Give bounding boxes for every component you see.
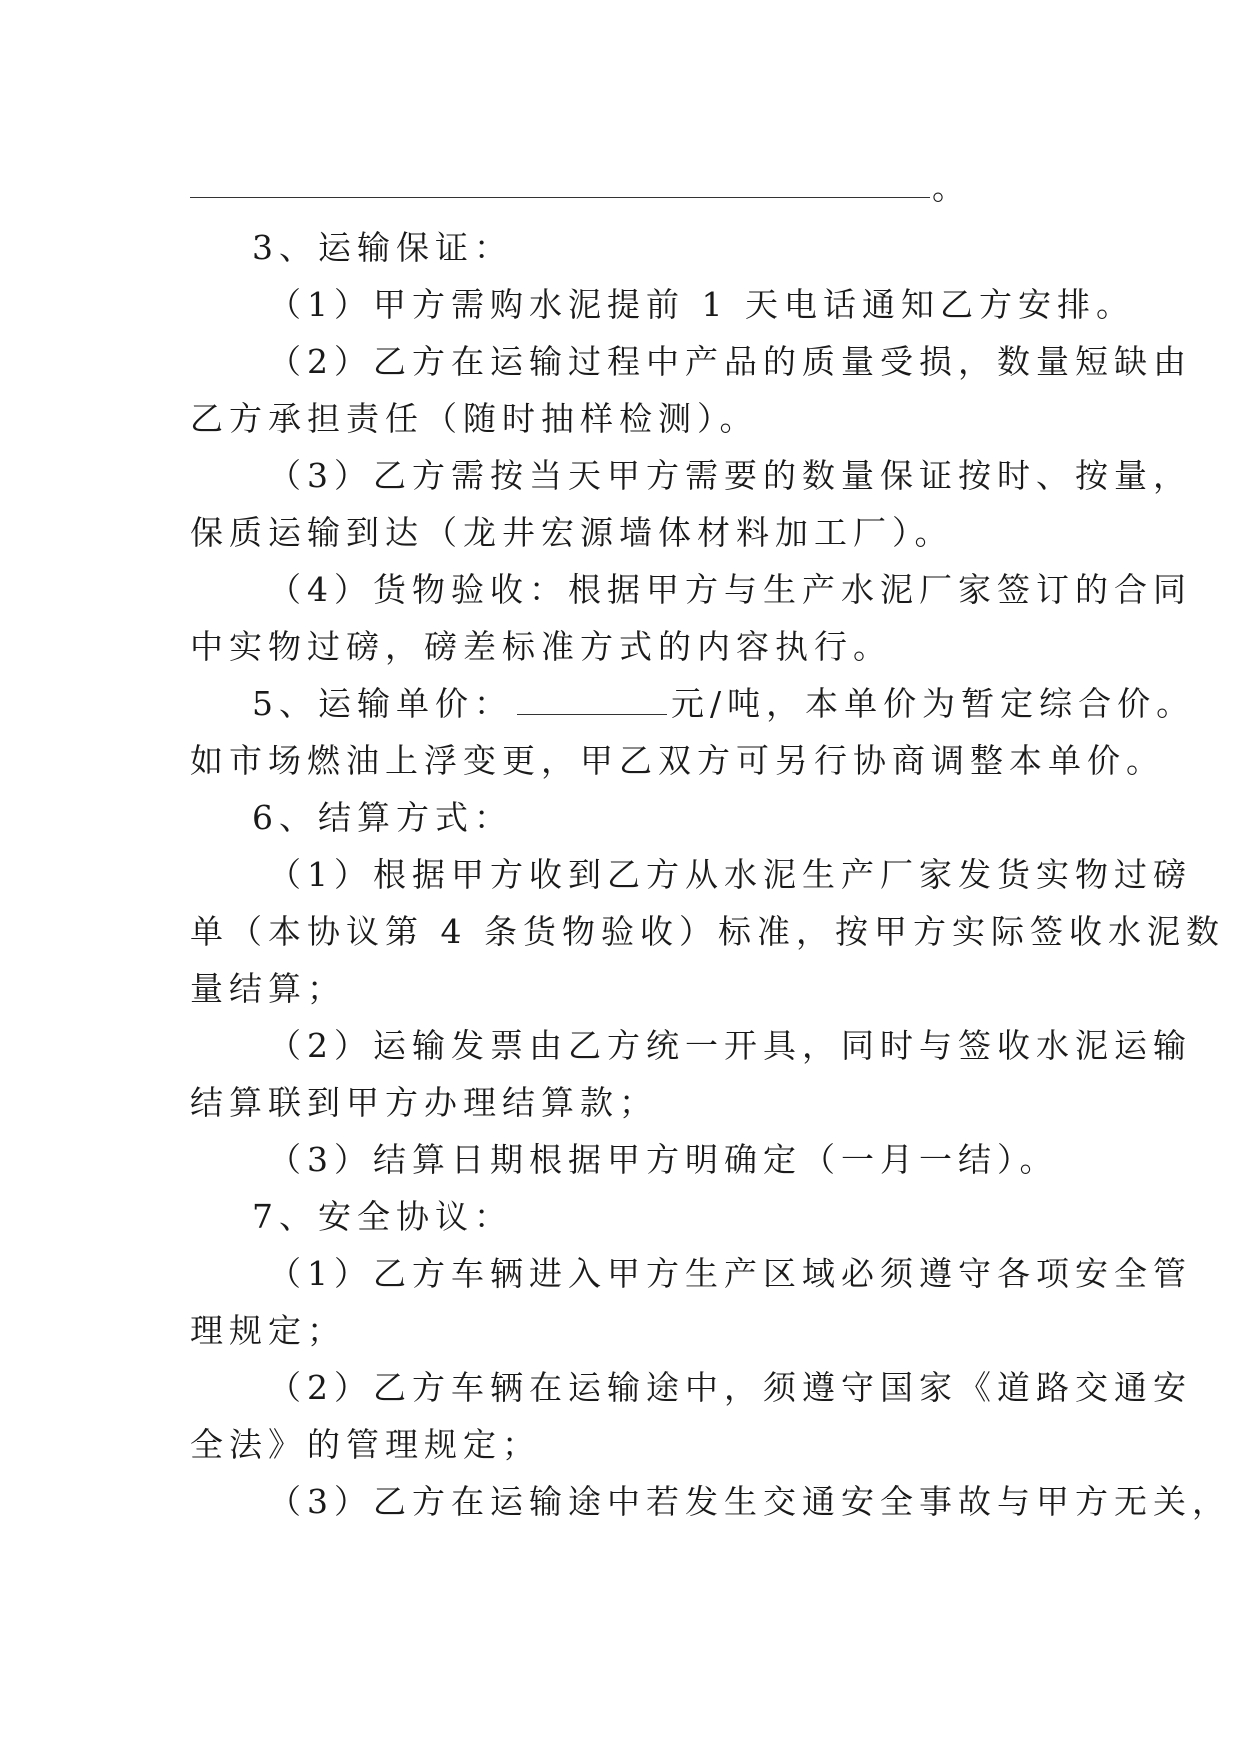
clause-6-3: （3）结算日期根据甲方明确定（一月一结）。 — [268, 1140, 1059, 1179]
clause-6-2-line1: （2）运输发票由乙方统一开具，同时与签收水泥运输 — [268, 1026, 1192, 1065]
section-7-title: 7、安全协议： — [252, 1197, 513, 1236]
clause-3-2-line2: 乙方承担责任（随时抽样检测）。 — [190, 399, 759, 438]
clause-3-3-line1: （3）乙方需按当天甲方需要的数量保证按时、按量， — [268, 456, 1192, 495]
clause-7-2-line2: 全法》的管理规定； — [190, 1425, 541, 1464]
clause-7-2-line1: （2）乙方车辆在运输途中，须遵守国家《道路交通安 — [268, 1368, 1192, 1407]
clause-7-3-line1: （3）乙方在运输途中若发生交通安全事故与甲方无关， — [268, 1482, 1231, 1521]
clause-3-2-line1: （2）乙方在运输过程中产品的质量受损，数量短缺由 — [268, 342, 1192, 381]
clause-7-1-line1: （1）乙方车辆进入甲方生产区域必须遵守各项安全管 — [268, 1254, 1192, 1293]
fill-in-blank-line — [190, 197, 930, 198]
unit-price-label: 5、运输单价： — [252, 684, 513, 723]
clause-6-1-line1: （1）根据甲方收到乙方从水泥生产厂家发货实物过磅 — [268, 855, 1192, 894]
line-end-period: 。 — [932, 168, 965, 207]
section-5-line1 — [252, 684, 1195, 724]
unit-price-suffix: 元/吨，本单价为暂定综合价。 — [671, 684, 1196, 723]
clause-6-1-line3: 量结算； — [190, 969, 346, 1008]
clause-3-4-line1: （4）货物验收：根据甲方与生产水泥厂家签订的合同 — [268, 570, 1192, 609]
clause-3-1: （1）甲方需购水泥提前 1 天电话通知乙方安排。 — [268, 285, 1135, 324]
unit-price-blank — [517, 688, 667, 715]
section-3-title: 3、运输保证： — [252, 228, 513, 267]
clause-6-2-line2: 结算联到甲方办理结算款； — [190, 1083, 658, 1122]
section-5-line2: 如市场燃油上浮变更，甲乙双方可另行协商调整本单价。 — [190, 741, 1165, 780]
clause-7-1-line2: 理规定； — [190, 1311, 346, 1350]
clause-6-1-line2: 单（本协议第 4 条货物验收）标准，按甲方实际签收水泥数 — [190, 912, 1225, 951]
section-6-title: 6、结算方式： — [252, 798, 513, 837]
clause-3-4-line2: 中实物过磅，磅差标准方式的内容执行。 — [190, 627, 892, 666]
clause-3-3-line2: 保质运输到达（龙井宏源墙体材料加工厂）。 — [190, 513, 954, 552]
